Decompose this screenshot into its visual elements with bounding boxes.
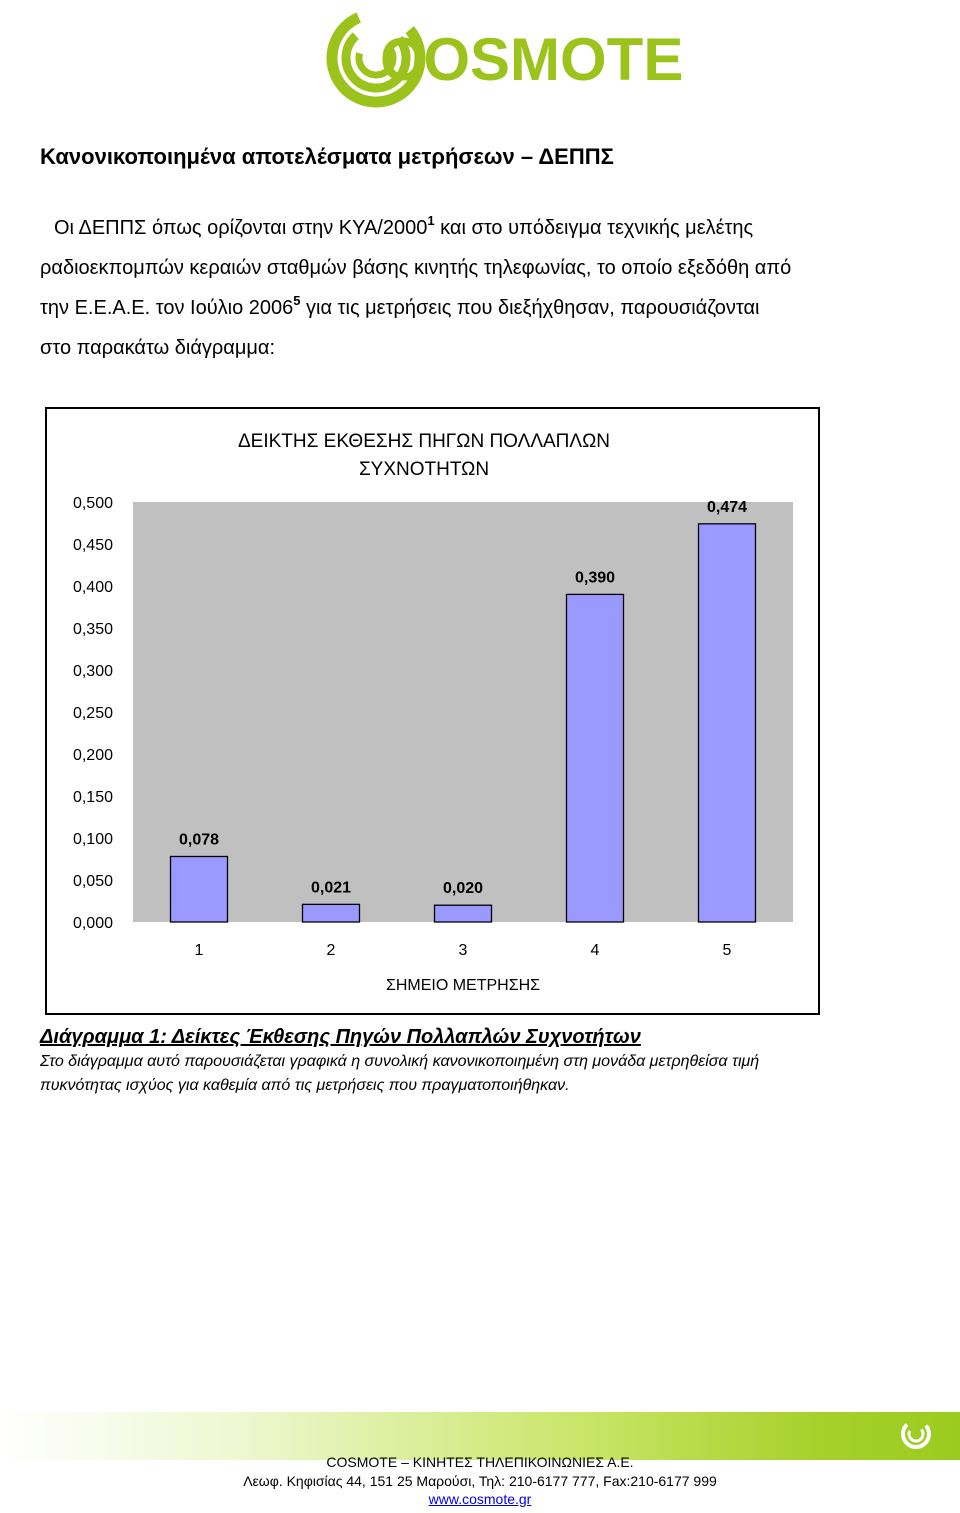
page-heading: Κανονικοποιημένα αποτελέσματα μετρήσεων – ΔΕΠΠΣ [40,144,614,169]
caption-text-line-1: Στο διάγραμμα αυτό παρουσιάζεται γραφικά η συνολική κανονικοποιημένη στη μονάδα μετρηθείσα τιμή [40,1053,760,1070]
paragraph-text: Οι ΔΕΠΠΣ όπως ορίζονται στην ΚΥΑ/2000 [54,217,428,239]
y-tick-label: 0,300 [72,663,113,680]
cosmote-logo [318,4,684,112]
plot-area [133,502,793,922]
y-tick-label: 0,200 [72,747,113,764]
paragraph-line-2: ραδιοεκπομπών κεραιών σταθμών βάσης κινητής τηλεφωνίας, το οποίο εξεδόθη από [40,257,792,279]
y-tick-label: 0,250 [72,705,113,722]
chart-title-line-2: ΣΥΧΝΟΤΗΤΩΝ [358,459,490,480]
footnote-ref: 1 [427,213,435,228]
y-tick-label: 0,100 [72,831,113,848]
paragraph-line-4: στο παρακάτω διάγραμμα: [40,337,276,359]
paragraph-line-1 [40,208,920,248]
footnote-ref: 5 [293,293,301,308]
figure-caption [40,1024,930,1098]
footer-text [0,1453,960,1509]
paragraph-line-3 [40,288,920,328]
intro-paragraph [40,208,920,368]
chart-frame [45,407,820,1015]
y-tick-label: 0,450 [72,537,113,554]
bar-value-label: 0,021 [310,879,352,897]
footer-company: COSMOTE – ΚΙΝΗΤΕΣ ΤΗΛΕΠΙΚΟΙΝΩΝΙΕΣ Α.Ε. [326,1454,634,1470]
y-tick-label: 0,500 [72,495,113,512]
x-axis-label: ΣΗΜΕΙΟ ΜΕΤΡΗΣΗΣ [385,977,541,994]
bar [699,524,756,922]
bar [171,856,228,922]
cosmote-mark-icon [900,1418,932,1450]
bar [567,594,624,922]
bar-value-label: 0,078 [178,831,220,849]
cosmote-logo-icon [318,4,684,112]
y-tick-label: 0,400 [72,579,113,596]
y-tick-label: 0,000 [72,915,113,932]
footer-address: Λεωφ. Κηφισίας 44, 151 25 Μαρούσι, Τηλ: 210-6177 777, Fax:210-6177 999 [243,1472,717,1489]
x-tick-label: 4 [590,942,600,959]
bar [435,905,492,922]
bar [303,904,360,922]
chart-title-line-1: ΔΕΙΚΤΗΣ ΕΚΘΕΣΗΣ ΠΗΓΩΝ ΠΟΛΛΑΠΛΩΝ [237,431,611,452]
y-tick-label: 0,150 [72,789,113,806]
x-tick-label: 1 [194,942,204,959]
paragraph-text: την Ε.Ε.Α.Ε. τον Ιούλιο 2006 [40,297,294,319]
x-tick-label: 3 [458,942,468,959]
bar-chart [47,409,818,1013]
caption-text-line-2: πυκνότητας ισχύος για καθεμία από τις μετρήσεις που πραγματοποιήθηκαν. [40,1077,570,1094]
paragraph-text: και στο υπόδειγμα τεχνικής μελέτης [434,217,754,239]
paragraph-text: για τις μετρήσεις που διεξήχθησαν, παρουσιάζονται [300,297,760,319]
bar-value-label: 0,020 [442,880,484,898]
logo-text: COSMOTE [380,26,684,93]
bar-value-label: 0,474 [706,498,748,516]
x-tick-label: 5 [722,942,732,959]
y-tick-label: 0,350 [72,621,113,638]
x-tick-label: 2 [326,942,336,959]
caption-title: Διάγραμμα 1: Δείκτες Έκθεσης Πηγών Πολλαπλών Συχνοτήτων [40,1026,641,1048]
y-tick-label: 0,050 [72,873,113,890]
bar-value-label: 0,390 [574,569,616,587]
footer-website-link[interactable]: www.cosmote.gr [428,1491,532,1507]
